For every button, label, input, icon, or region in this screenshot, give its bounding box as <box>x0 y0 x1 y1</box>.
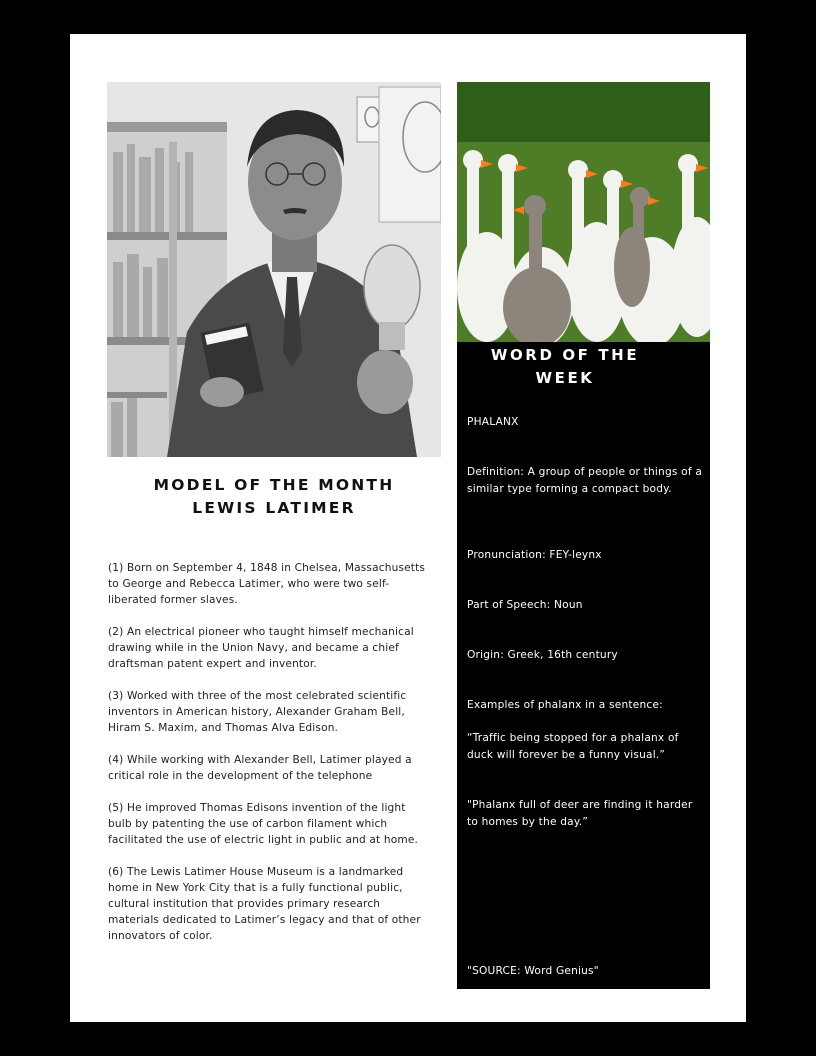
model-facts <box>108 560 426 960</box>
word-example-1: “Traffic being stopped for a phalanx of duck will forever be a funny visual.” <box>467 732 679 761</box>
fact-1: (1) Born on September 4, 1848 in Chelsea, Massachusetts to George and Rebecca Latimer, who were two self-liberated former slaves. <box>108 562 426 606</box>
word-source: "SOURCE: Word Genius" <box>467 965 599 977</box>
word-title-line1: WORD OF THE <box>490 346 640 364</box>
word-of-the-week-panel <box>457 342 710 989</box>
word-pronunciation: Pronunciation: FEY-leynx <box>467 549 602 561</box>
fact-2: (2) An electrical pioneer who taught himself mechanical drawing while in the Union Navy, and became a chief draftsman patent expert and inventor. <box>108 626 414 670</box>
fact-3: (3) Worked with three of the most celebrated scientific inventors in American history, Alexander Graham Bell, Hiram S. Maxim, and Thomas Alva Edison. <box>108 690 407 734</box>
fact-6: (6) The Lewis Latimer House Museum is a landmarked home in New York City that is a fully functional public, cultural institution that provides primary research materials dedicated to Latimer’s legacy and that of other innovators of color. <box>108 866 421 942</box>
fact-5: (5) He improved Thomas Edisons invention of the light bulb by patenting the use of carbon filament which facilitated the use of electric light in public and at home. <box>108 802 419 846</box>
model-title-line2: LEWIS LATIMER <box>192 499 356 517</box>
model-title-line1: MODEL OF THE MONTH <box>153 476 395 494</box>
word-term: PHALANX <box>467 416 519 428</box>
geese-photo <box>457 82 710 342</box>
word-title-line2: WEEK <box>535 369 595 387</box>
newsletter-page <box>70 34 746 1022</box>
model-of-the-month-title <box>107 474 441 520</box>
lewis-latimer-portrait <box>107 82 441 457</box>
word-example-2: "Phalanx full of deer are finding it harder to homes by the day.” <box>467 799 693 828</box>
word-part-of-speech: Part of Speech: Noun <box>467 599 583 611</box>
word-origin: Origin: Greek, 16th century <box>467 649 618 661</box>
fact-4: (4) While working with Alexander Bell, Latimer played a critical role in the development of the telephone <box>108 754 412 782</box>
word-examples-heading: Examples of phalanx in a sentence: <box>467 699 663 711</box>
word-of-the-week-title <box>475 344 655 390</box>
word-definition: Definition: A group of people or things of a similar type forming a compact body. <box>467 466 703 495</box>
